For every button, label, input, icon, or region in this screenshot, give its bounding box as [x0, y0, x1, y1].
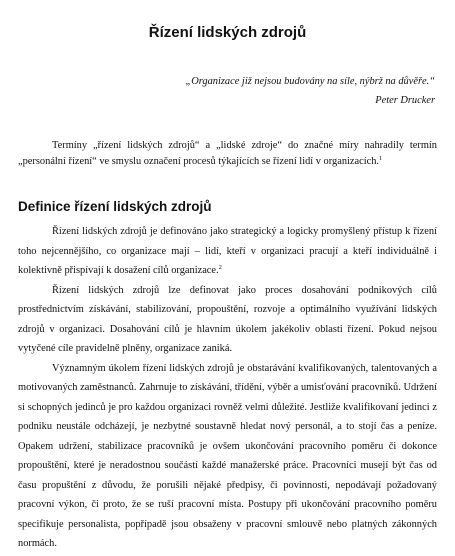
section-heading: Definice řízení lidských zdrojů: [18, 199, 212, 214]
paragraph: [18, 359, 437, 554]
epigraph-author: Peter Drucker: [375, 95, 435, 106]
paragraph-text: Významným úkolem řízení lidských zdrojů je obstarávání kvalifikovaných, talentovaných a motivovaných zaměstnanců. Zahrnuje to získávání, třídění, výběr a umisťování pracovníků. Udržení si schopných jedinců je pro každou organizaci rovněž velmi důležité. Jestliže kvalifikovaní jedinci z podniku neustále odcházejí, je nezbytné soustavně hledat nový personál, a to stojí čas a peníze. Opakem udržení, stabilizace pracovníků je ovšem ukončování pracovního poměru či dokonce propouštění, které je neradostnou součástí každé manažerské práce. Pracovníci musejí být čas od času propuštění z důvodu, že porušili nějaké předpisy, či povinnosti, nepodávají požadovaný pracovní výkon, či proto, že se ruší pracovní místa. Postupy při ukončování pracovního poměru specifikuje personalista, popřípadě jsou obsaženy v pracovní smlouvě nebo platných zákonných normách.: [18, 362, 437, 549]
paragraph-text: Řízení lidských zdrojů lze definovat jako proces dosahování podnikových cílů prostřednictvím získávání, stabilizování, propouštění, rozvoje a optimálního využívání lidských zdrojů v organizaci. Dosahování cílů je hlavním úkolem jakékoliv oblasti řízení. Pokud nejsou vytyčené cíle pravidelně plněny, organizace zaniká.: [18, 284, 437, 354]
paragraph: [18, 222, 437, 281]
footnote-marker[interactable]: 2: [218, 264, 222, 271]
intro-text: Termíny „řízení lidských zdrojů“ a „lidské zdroje“ do značné míry nahradily termín „personální řízení“ ve smyslu označení procesů týkajících se řízení lidí v organizacích.: [18, 140, 437, 167]
section-body: [18, 222, 437, 554]
paragraph-text: Řízení lidských zdrojů je definováno jako strategický a logicky promyšlený přístup k řízení toho nejcennějšího, co organizace mají – lidí, kteří v organizaci pracují a kteří individuálně i kolektivně přispívají k dosažení cílů organizace.: [18, 226, 437, 276]
paragraph: [18, 281, 437, 359]
page-title: Řízení lidských zdrojů: [148, 24, 307, 41]
epigraph-quote: „Organizace již nejsou budovány na síle, nýbrž na důvěře.“: [185, 76, 435, 87]
intro-paragraph: [18, 138, 437, 170]
footnote-marker[interactable]: 1: [379, 155, 383, 162]
